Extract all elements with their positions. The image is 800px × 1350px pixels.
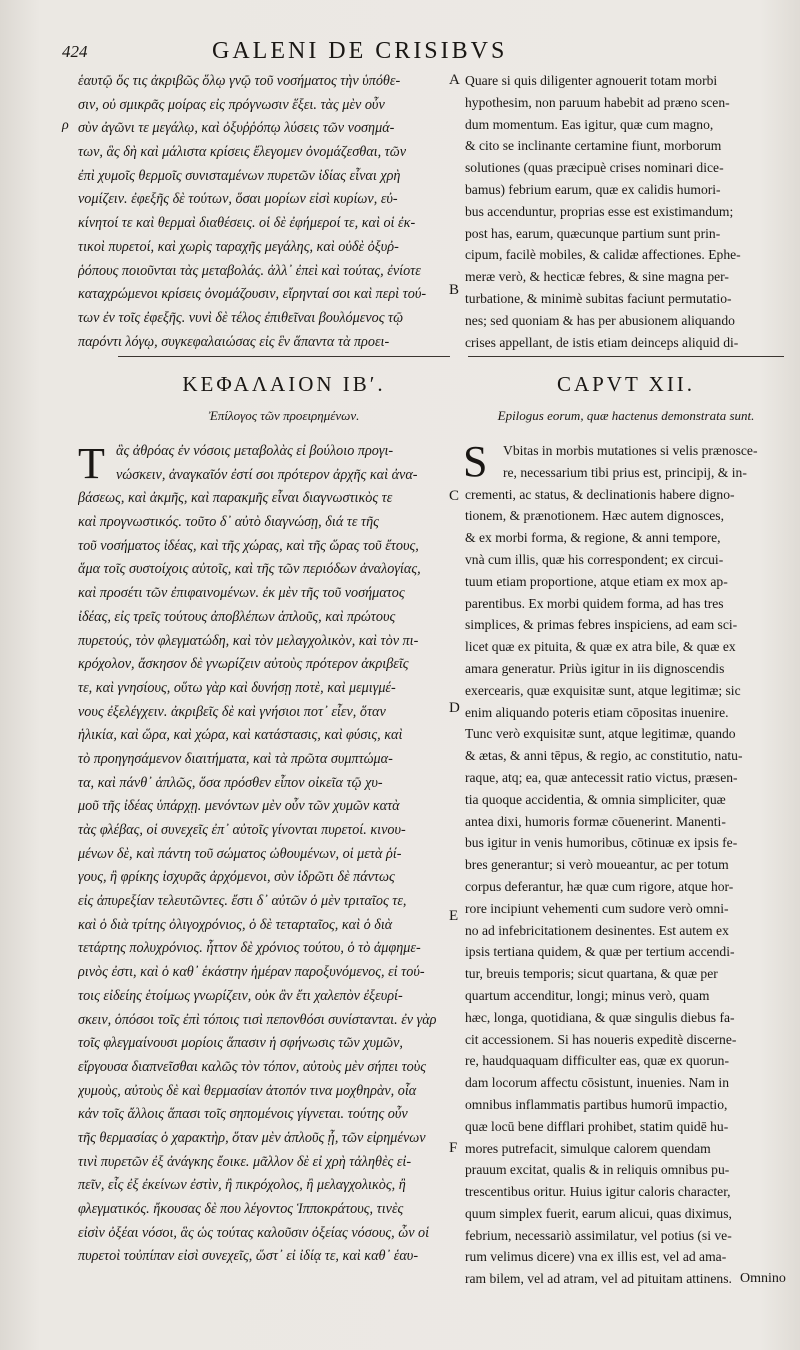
latin-text-line: amara generatur. Priùs igitur in iis dignoscendis [465,660,725,676]
latin-text-line: tur, breuis temporis; sicut quartana, & quæ per [465,966,718,982]
greek-text-line: πυρετοὶ τοὐπίπαν εἰσὶ συνεχεῖς, ὥστ᾽ εἰ ἰδίᾳ τε, καὶ καθ᾽ ἑαυ- [78,1248,419,1265]
latin-text-line [465,353,790,355]
greek-text-line: τε, καὶ γνησίους, οὕτω γὰρ καὶ δυνήσῃ ποτὲ, καὶ μεμιγμέ- [78,679,396,696]
latin-text-line: rum velimus dicere) vna ex illis est, vel ad ama- [465,1249,727,1265]
greek-text-line: μοῦ τῆς ἰδέας ὑπάρχῃ. μενόντων μὲν οὖν τῶν χυμῶν κατὰ [78,798,400,815]
greek-text-line: ἐπὶ χυμοῖς θερμοῖς συνισταμένων πυρετῶν ἰδίας εἶναι χρὴ [78,167,401,184]
greek-text-line: πεῖν, εἷς ἐξ ἐκείνων ἐστὶν, ἢ πικρόχολος, ἢ μελαγχολικὸς, ἢ [78,1177,406,1194]
latin-text-line: cit accessionem. Si has noueris expeditè discerne- [465,1031,737,1047]
greek-text-line: τὸ προηγησάμενον διαιτήματα, καὶ τὰ πρῶτα συμπτώμα- [78,750,393,767]
greek-text-line: μένων δὲ, καὶ πάντη τοῦ σώματος ὠθουμένων, οἱ μετὰ ῥί- [78,845,402,862]
latin-text-line: solutiones (quas præcipuè crises nominari dice- [465,160,724,176]
latin-text-line: Tunc verò exquisitæ sunt, atque legitimæ, quando [465,726,736,742]
greek-text-line: ρινὸς ἐστι, καὶ ὁ καθ᾽ ἑκάστην ἡμέραν παροξυνόμενος, εἰ τού- [78,964,425,981]
latin-chapter-body [463,437,790,1290]
greek-text-line: τικοὶ πυρετοί, καὶ χωρὶς ταραχῆς μεγάλης, καὶ οὐδὲ ὀξυῤ- [78,238,399,255]
greek-text-line: νομίζειν. ἐφεξῆς δὲ τούτων, ὅσαι μορίων εἰσὶ κυρίων, εὐ- [78,191,398,208]
latin-text-line: bus igitur in venis humoribus, cōtinuæ ex ipsis fe- [465,835,738,851]
greek-text-line: σὺν ἀγῶνι τε μεγάλῳ, καὶ ὀξυῤῥόπῳ λύσεις τῶν νοσημά- [78,120,395,137]
latin-text-line: febrium, necessariò assimilatur, vel potius (si ve- [465,1227,732,1243]
latin-text-line: & ex morbi forma, & regione, & anni tempore, [465,530,721,546]
greek-text-line: φλεγματικός. ἤκουσας δὲ που λέγοντος Ἱπποκράτους, τινὲς [78,1201,404,1217]
greek-text-line: εἴργουσα διαπνεῖσθαι καλῶς τὸν τόπον, αὐτοὺς μὲν σήπει τοὺς [78,1058,427,1075]
greek-dropcap: Τ [78,439,105,488]
latin-text-line: dum momentum. Eas igitur, quæ cum magno, [465,116,714,132]
greek-text-line: τὰς φλέβας, οἱ συνεχεῖς ἐπ᾽ αὐτοῖς γίνονται πυρετοί. κινου- [78,822,406,838]
latin-text-line: crementi, ac status, & declinationis habere digno- [465,486,735,502]
catchword: Omnino [740,1271,786,1286]
latin-text-line: Vbitas in morbis mutationes si velis prænosce- [503,443,758,458]
latin-text-line: raque, atq; ea, quæ antecessit ratio victus, præsen- [465,769,738,785]
greek-text-line: σιν, οὐ σμικρᾶς μοίρας εἰς πρόγνωσιν ἕξει. τὰς μὲν οὖν [78,96,385,113]
greek-text-line: σκειν, ὁπόσοι τοῖς ἐπὶ τόποις τισὶ πεπονθόσι συνίστανται. ἐν γὰρ [78,1011,437,1028]
greek-text-line: παρόντι λόγῳ, συγκεφαλαιώσας εἰς ἓν ἅπαντα τὰ προει- [78,333,390,350]
greek-text-top [78,70,450,355]
greek-text-line: βάσεως, καὶ ἀκμῆς, καὶ παρακμῆς εἶναι διαγνωστικὸς τε [78,490,393,507]
greek-text-line: τινὶ πυρετῶν ἐξ ἀνάγκης ἔοικε. μᾶλλον δὲ εἰ χρὴ τἀληθὲς εἰ- [78,1153,412,1170]
latin-text-line: post has, earum, quæcunque partium sunt prin- [465,225,721,241]
latin-text-line: hypothesim, non paruum habebit ad præno scen- [465,94,730,110]
latin-text-line: exercearis, quæ exquisitæ sunt, atque legitimæ; sic [465,682,741,698]
greek-text-line: των, ἃς δὴ καὶ μάλιστα κρίσεις ἔλεγομεν ὀνομάζεσθαι, τῶν [78,144,407,161]
greek-text-line: ἃς ἀθρόας ἐν νόσοις μεταβολὰς εἰ βούλοιο προγι- [116,443,394,459]
margin-letter-d: D [449,700,460,716]
latin-text-line: trescentibus oritur. Huius igitur caloris character, [465,1184,731,1200]
latin-text-line: rore incipiunt vehementi cum sudore verò omni- [465,900,729,916]
latin-text-line: tuum etiam proportione, atque etiam ex mox ap- [465,573,728,589]
page-header [62,38,782,68]
greek-text-line [78,354,450,355]
latin-text-top [465,70,790,355]
latin-text-line: antea dixi, humoris formæ cōuenerint. Manenti- [465,813,726,829]
greek-chapter-body [78,440,450,1270]
greek-text-line: τοις εἰδείης ἑτοίμως γνωρίζειν, οὐκ ἂν ἔτι χαλεπὸν ἐξευρί- [78,987,403,1004]
latin-text-line: ram bilem, vel ad atram, vel ad pituitam attinens. [465,1271,732,1287]
greek-text-line: πυρετούς, τὸν φλεγματώδη, καὶ τὸν μελαγχολικὸν, καὶ τὸν πι- [78,632,419,649]
latin-text-line: cipum, facilè mobiles, & calidæ affectiones. Ephe- [465,247,741,263]
latin-text-line: Quare si quis diligenter agnouerit totam morbi [465,73,718,88]
greek-text-line: ἅμα τοῖς συστοίχοις αὐτοῖς, καὶ τῆς τῶν περιόδων ἀναλογίας, [78,561,421,578]
latin-text-line: turbatione, & minimè subitas faciunt permutatio- [465,290,732,306]
greek-text-line: κἀν τοῖς ἄλλοις ἅπασι τοῖς σηπομένοις γίγνεται. τούτης οὖν [78,1106,408,1123]
latin-text-line: licet quæ ex pituita, & quæ ex atra bile, & quæ ex [465,639,736,655]
section-rule-left [118,356,450,357]
latin-text-line: hæc, longa, quotidiana, & quæ singulis diebus fa- [465,1009,735,1025]
latin-text-line: meræ verò, & hecticæ febres, & sine magna per- [465,269,729,285]
greek-text-line: χυμοὺς, αὐτοὺς δὲ καὶ θερμασίαν ἀτοπόν τινα μοχθηρὰν, οἷα [78,1082,417,1099]
latin-dropcap: S [463,437,488,486]
latin-text-line: re, necessarium tibi prius est, principij, & in- [503,464,747,480]
margin-letter-c: C [449,488,460,504]
margin-letter-a: A [449,72,460,88]
greek-chapter-subtitle: Ἐπίλογος τῶν προειρημένων. [208,408,360,423]
latin-text-line: tia quoque accidentia, & omnia simpliciter, quæ [465,791,726,807]
latin-text-line: & cito se inclinante certamine fiunt, morborum [465,138,722,154]
latin-text-line: nes; sed quoniam & has per abusionem aliquando [465,312,735,328]
greek-text-line: καὶ προγνωστικός. τοῦτο δ᾽ αὐτὸ διαγνώσῃ, διά τε τῆς [78,514,379,531]
greek-text-line: νους ἐξελέγχειν. ἀκριβεῖς δὲ καὶ γνήσιοι ποτ᾽ εἶεν, ὅταν [78,703,386,720]
greek-text-line: ἰδέας, εἰς τρεῖς τούτους ἀποβλέπων ἁπλοῦς, καὶ πρώτους [78,608,396,625]
latin-text-line: re, haudquaquam difficulter eas, quæ ex quorun- [465,1053,729,1069]
latin-text-line: no ad infebricitationem desinentes. Est autem ex [465,922,729,938]
margin-letter-b: B [449,282,460,298]
latin-text-line: quæ locū bene difflari prohibet, statim quidē hu- [465,1118,729,1134]
greek-text-line: ἡλικία, καὶ ὥρα, καὶ χώρα, καὶ κατάστασις, καὶ φύσις, καὶ [78,727,403,744]
greek-text-line: των ἐν τοῖς ἐφεξῆς. νυνὶ δὲ τέλος ἐπιθεῖναι βουλόμενος τῷ [78,309,404,326]
latin-text-line: prauum excitat, qualis & in reliquis omnibus pu- [465,1162,730,1178]
greek-text-line: εἰσὶν ὀξέαι νόσοι, ἃς ὡς τούτας καλοῦσιν ὀξείας νόσους, ὧν οἱ [78,1224,430,1241]
latin-text-line: crises appellant, de istis etiam deinceps aliquid di- [465,334,739,350]
greek-text-line: ἑαυτῷ ὅς τις ἀκριβῶς ὅλῳ γνῷ τοῦ νοσήματος τὴν ὑπόθε- [78,73,401,89]
latin-text-line: quartum accenditur, longi; minus verò, quam [465,987,710,1003]
latin-chapter-title: CAPVT XII. [556,372,696,396]
greek-text-line: τοῖς φλεγμαίνουσι μορίοις ἅπασιν ἡ σφήνωσις τῶν χυμῶν, [78,1035,403,1052]
latin-text-line: mores putrefacit, simulque calorem quendam [465,1140,711,1156]
greek-text-line: τα, καὶ πάνθ᾽ ἁπλῶς, ὅσα πρόσθεν εἶπον οἰκεῖα τῷ χυ- [78,774,383,791]
latin-text-line: bres generantur; si verò moueantur, ac per totum [465,857,729,873]
latin-text-line: dam locorum affectu cōsistunt, inuenies. Nam in [465,1075,730,1091]
latin-text-line: tionem, & prænotionem. Hæc autem dignosces, [465,508,724,524]
latin-text-line: parentibus. Ex morbi quidem forma, ad has tres [465,595,724,611]
latin-text-line: omnibus inflammatis partibus humorū impactio, [465,1096,728,1112]
greek-text-line: νώσκειν, ἀναγκαῖόν ἐστί σοι πρότερον ἀρχῆς καὶ ἀνα- [116,466,418,483]
latin-text-line: bus accenduntur, proprias esse est existimandum; [465,203,734,219]
latin-text-line: ipsis tertiana quidem, & quæ per tertium accendi- [465,944,735,960]
greek-chapter-title: ΚΕΦΑΛΑΙΟΝ ΙΒʹ. [182,372,386,396]
margin-letter-f: F [449,1140,458,1156]
greek-text-line: εἰς ἀπυρεξίαν τελευτῶντες. ἔστι δ᾽ αὐτῶν ὁ μὲν τριταῖος τε, [78,893,407,910]
latin-chapter-subtitle: Epilogus eorum, quæ hactenus demonstrata sunt. [497,408,755,423]
greek-text-line: καὶ ὁ διὰ τρίτης ὀλιγοχρόνιος, ὁ δὲ τεταρταῖος, καὶ ὁ διὰ [78,916,393,933]
greek-text-line: τετάρτης πολυχρόνιος. ἧττον δὲ χρόνιος τούτου, ὁ τὸ ἀμφημε- [78,940,421,957]
latin-text-line: enim aliquando poteris etiam cōpositas inuenire. [465,704,729,720]
greek-text-line: καὶ προσέτι τῶν ἐπιφαινομένων. ἐκ μὲν τῆς τοῦ νοσήματος [78,585,405,602]
latin-text-line: & ætas, & anni tēpus, & regio, ac constitutio, natu- [465,748,743,764]
latin-text-line: corpus deferantur, hæ quæ cum rigore, atque hor- [465,878,734,894]
greek-text-line: τοῦ νοσήματος ἰδέας, καὶ τῆς χώρας, καὶ τῆς ὥρας τοῦ ἔτους, [78,537,419,554]
greek-text-line [78,1269,450,1270]
greek-text-line: ῥόπους ποιοῦνται τὰς μεταβολάς. ἀλλ᾽ ἐπεὶ καὶ τούτας, ἐνίοτε [78,262,421,279]
greek-text-line: κίνητοί τε καὶ θερμαὶ διαθέσεις. οἱ δὲ ἐφήμεροί τε, καὶ οἱ ἐκ- [78,215,416,232]
margin-annotation: ρ [62,118,69,133]
latin-text-line: vnà cum illis, quæ his correspondent; ex circui- [465,551,724,567]
greek-text-line: καταχρώμενοι κρίσεις ὀνομάζουσιν, εἴρηνταί σοι καὶ περὶ τού- [78,286,427,303]
greek-text-line: κρόχολον, ἄσκησον δὲ γνωρίζειν αὐτοὺς πρότερον ἀκριβεῖς [78,656,409,673]
greek-text-line: τῆς θερμασίας ὁ χαρακτὴρ, ὅταν μὲν ἁπλοῦς ᾖ, τῶν εἰρημένων [78,1129,426,1146]
latin-text-line: quum simplex fuerit, earum alicui, quas diximus, [465,1205,732,1221]
latin-text-line: bamus) febrium earum, quæ ex calidis humori- [465,181,721,197]
greek-text-line: γους, ἢ φρίκης ἰσχυρᾶς ἀρχόμενοι, σὺν ἱδρῶτι δὲ πάντως [78,869,395,886]
latin-text-line: simplices, & primas febres inspiciens, ad eam sci- [465,617,738,633]
page-number: 424 [62,42,88,61]
section-rule-right [468,356,784,357]
margin-letter-e: E [449,908,459,924]
running-title: GALENI DE CRISIBVS [212,38,508,64]
